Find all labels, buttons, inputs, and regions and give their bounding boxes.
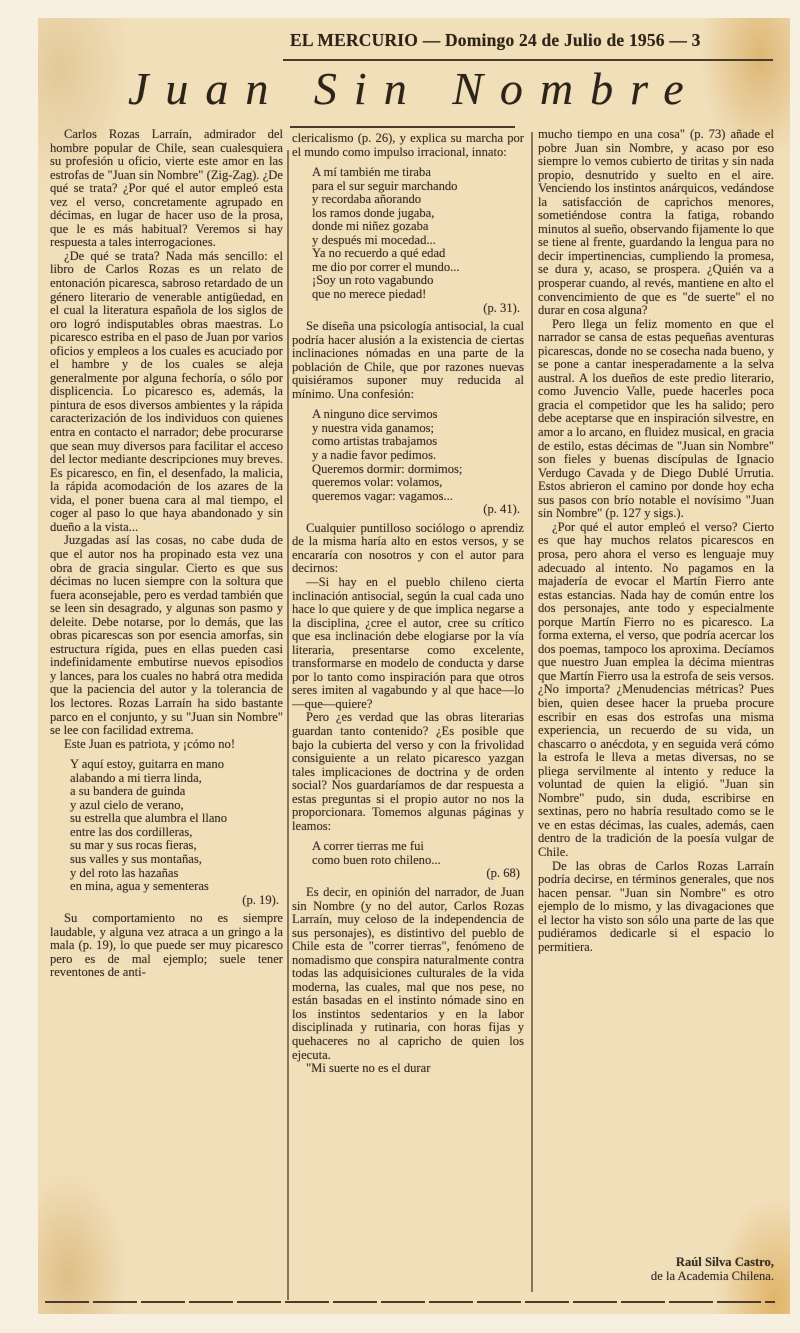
verse-quote — [292, 166, 524, 315]
verse-line: A correr tierras me fui — [312, 839, 424, 854]
verse-line: Ya no recuerdo a qué edad — [312, 246, 446, 261]
page-reference: (p. 31). — [483, 300, 520, 315]
article-paragraph: "Mi suerte no es el durar — [306, 1061, 431, 1076]
author-name: Raúl Silva Castro, — [675, 1255, 774, 1269]
verse-line: ¡Soy un roto vagabundo — [312, 273, 434, 288]
verse-line: y nuestra vida ganamos; — [312, 420, 435, 435]
article-paragraph: ¿De qué se trata? Nada más sencillo: el libro de Carlos Rozas es un relato de entonación picaresca, sabroso retardado de un género literario de venerable antigüedad, en el cual la literatura española de los siglos de oro logró indisputables obras maestras. Lo picaresco estriba en el paso de Juan por varios oficios y empleos a los cuales es acuciado por el hambre y de los cuales se aleja generalmente por alguna fechoría, o sólo por displicencia. Lo picaresco es, además, la pintura de esos diversos ambientes y la rápida caracterización de los individuos con quienes entra en contacto el narrador; debe procurarse que sean muy diversos para facilitar el acceso del lector mediante descripciones muy breves. Es picaresco, en fin, el desenfado, la malicia, la rápida acomodación de los azares de la vida, el poner buena cara al mal tiempo, el coger al paso lo que haya abandonado y sin dueño a la vista... — [50, 248, 283, 534]
author-affiliation: de la Academia Chilena. — [650, 1269, 774, 1283]
verse-line: Queremos dormir: dormimos; — [312, 461, 463, 476]
verse-line: queremos volar: volamos, — [312, 475, 443, 490]
article-paragraph: —Si hay en el pueblo chileno cierta inclinación antisocial, según la cual cada uno hace lo que quiere y de que implica negarse a la disciplina, ¿cree el autor, cree su crítico que esa inclinación debe elogiarse por la vía literaria, presentarse como excelente, transformarse en modelo de conducta y darse por lo tanto como inspiración para que otros seres imiten al vagabundo y al que hace—lo—que—quiere? — [292, 574, 524, 711]
verse-line: que no merece piedad! — [312, 287, 427, 302]
verse-line: queremos vagar: vagamos... — [312, 488, 453, 503]
verse-line: y del roto las hazañas — [70, 865, 179, 880]
title-rule — [290, 126, 515, 128]
verse-line: y a nadie favor pedimos. — [312, 448, 437, 463]
verse-quote — [50, 758, 283, 907]
verse-line: alabando a mi tierra linda, — [70, 770, 202, 785]
masthead-rule — [283, 59, 773, 61]
article-column-3 — [538, 128, 774, 1253]
article-column-2 — [292, 132, 524, 1292]
article-paragraph: Su comportamiento no es siempre laudable, y alguna vez atraca a un gringo a la mala (p. 19), lo que puede ser muy picaresco pero es de mal ejemplo; suele tener reventones de anti- — [50, 911, 283, 980]
author-signature — [560, 1255, 774, 1283]
verse-line: A ninguno dice servimos — [312, 407, 438, 422]
verse-line: su mar y sus rocas fieras, — [70, 838, 197, 853]
article-paragraph: Es decir, en opinión del narrador, de Juan sin Nombre (y no del autor, Carlos Rozas Larraín, muy celoso de la independencia de sus personajes), es distintivo del pueblo de Chile esta de "correr tierras", fenómeno de nomadismo que conspira naturalmente contra todas las adquisiciones culturales de la vida moderna, las cuales, mal que nos pese, no están basadas en el instinto nómade sino en los instintos sedentarios y en la labor disciplinada y rutinaria, con horas fijas y quehaceres no al capricho de quien los ejecuta. — [292, 884, 524, 1062]
article-paragraph: Pero ¿es verdad que las obras literarias guardan tanto contenido? ¿Es posible que bajo la cubierta del verso y con la frivolidad consiguiente a un relato picaresco yazgan tales implicaciones de doctrina y de orden social? Nos guardaríamos de dar respuesta a estas preguntas si el propio autor no nos la proporcionara. Tomemos algunas páginas y leamos: — [292, 710, 524, 833]
verse-line: sus valles y sus montañas, — [70, 851, 202, 866]
verse-line: a su bandera de guinda — [70, 784, 186, 799]
article-paragraph: clericalismo (p. 26), y explica su marcha por el mundo como impulso irracional, innato: — [292, 132, 524, 159]
article-paragraph: mucho tiempo en una cosa" (p. 73) añade el pobre Juan sin Nombre, y acaso por eso siempre lo vemos cubierto de tiritas y sin nada propio, desnutrido y suelto en el aire. Venciendo los instintos anárquicos, vedándose la satisfacción de caprichos menores, sometiéndose contra la fatiga, robando minutos al sueño, observando fijamente lo que se tiene al frente, guardando la lengua para no decir impertinencias, cumpliendo la promesa, se dura y, acaso, se prospera. ¿Quién va a prosperar cuando, al revés, mantiene en alto el convencimiento de que es "de suerte" el no durar en cosa alguna? — [538, 128, 774, 318]
article-column-1 — [50, 128, 283, 1298]
verse-line: para el sur seguir marchando — [312, 178, 458, 193]
bottom-rule — [45, 1301, 775, 1303]
verse-line: y recordaba añorando — [312, 192, 422, 207]
verse-line: y azul cielo de verano, — [70, 797, 184, 812]
article-paragraph: Carlos Rozas Larraín, admirador del hombre popular de Chile, sean cualesquiera su profesión u oficio, vierte este amor en las estrofas de "Juan sin Nombre" (Zig-Zag). ¿De qué se trata? ¿Por qué el autor empleó esta vez el verso, concretamente agrupado en décimas, en lugar de hacer uso de la prosa, que le es más habitual? Veremos si hay respuesta a tales interrogaciones. — [50, 128, 283, 250]
page-reference: (p. 68) — [486, 866, 520, 881]
article-title: Juan Sin Nombre — [128, 63, 701, 114]
article-paragraph: ¿Por qué el autor empleó el verso? Cierto es que hay muchos relatos picarescos en prosa, pero ahora el verso es lenguaje muy adecuado al intento. No pagamos en la majadería de evocar el Martín Fierro ante estas estancias. Nada hay de común entre los dos personajes, ante todo y especialmente porque Martín Fierro no es picaresco. La forma externa, el verso, que podría acercar los dos poemas, tampoco los aproxima. Decíamos que nuestro Juan emplea la décima mientras que Martín Fierro usa la estrofa de seis versos. ¿No importa? ¿Menudencias métricas? Pues bien, quien desee hacer la prueba procure escribir en esas dos estrofas una misma experiencia, un recuerdo de su vida, un chascarro o anécdota, y en seguida verá cómo la estrofa le lleva a metas diversas, no se pliega servilmente al intento y reduce la voluntad de quien la eligió. "Juan sin Nombre" pudo, sin duda, escribirse en sextinas, pero no habría resultado como se le ve en estas décimas, las cuales, además, caen dentro de la tradición de la poesía vulgar de Chile. — [538, 519, 774, 859]
column-divider — [531, 132, 533, 1292]
page-reference: (p. 41). — [483, 502, 520, 517]
newspaper-masthead: EL MERCURIO — Domingo 24 de Julio de 1956 — 3 — [290, 30, 701, 50]
verse-line: los ramos donde jugaba, — [312, 205, 435, 220]
verse-line: Y aquí estoy, guitarra en mano — [70, 757, 224, 772]
verse-line: donde mi niñez gozaba — [312, 219, 429, 234]
column-divider — [287, 150, 289, 1300]
verse-line: como buen roto chileno... — [312, 852, 441, 867]
verse-line: A mí también me tiraba — [312, 165, 431, 180]
verse-line: y después mi mocedad... — [312, 232, 436, 247]
article-paragraph: Se diseña una psicología antisocial, la cual podría hacer alusión a la existencia de ciertas inclinaciones nómadas en una parte de la población de Chile, que por razones nuevas quisiéramos suponer muy reducida al mínimo. Una confesión: — [292, 319, 524, 401]
verse-quote — [292, 840, 524, 881]
article-paragraph: De las obras de Carlos Rozas Larraín podría decirse, en términos generales, que nos hacen pensar. "Juan sin Nombre" es otro ejemplo de lo mismo, y las divagaciones que el lector ha visto son sólo una parte de las que pudiéramos dedicarle si el espacio lo permitiera. — [538, 858, 774, 954]
verse-line: su estrella que alumbra el llano — [70, 811, 228, 826]
verse-line: entre las dos cordilleras, — [70, 824, 193, 839]
verse-quote — [292, 408, 524, 516]
article-paragraph: Pero llega un feliz momento en que el narrador se cansa de estas pequeñas aventuras picarescas, donde no se cosecha nada bueno, y se pone a cantar inesperadamente a la selva austral. A los dueños de este predio literario, como Juvencio Valle, puede hacerles poca gracia el competidor que les ha salido; pero debe aceptarse que en inspiración silvestre, en amor a lo arcano, en fluidez musical, en gracia de estilo, estas décimas de "Juan sin Nombre" son fieles y buenas discípulas de Ignacio Verdugo Cavada y de Diego Dublé Urrutia. Estos abrieron el camino por donde hoy echa sus pasos con brío notable el novísimo "Juan sin Nombre" (p. 127 y sigs.). — [538, 316, 774, 521]
verse-line: me dio por correr el mundo... — [312, 259, 460, 274]
article-paragraph: Este Juan es patriota, y ¡cómo no! — [64, 736, 236, 751]
page-reference: (p. 19). — [242, 892, 279, 907]
article-paragraph: Cualquier puntilloso sociólogo o aprendiz de la misma haría alto en estos versos, y se encararía con nosotros y con el autor para decirnos: — [292, 520, 524, 576]
verse-line: en mina, agua y sementeras — [70, 879, 209, 894]
verse-line: como artistas trabajamos — [312, 434, 438, 449]
article-paragraph: Juzgadas así las cosas, no cabe duda de que el autor nos ha propinado esta vez una obra de gracia singular. Cierto es que sus décimas no lucen siempre con la soltura que fuera aconsejable, pero es verdad también que se leen sin desagrado, y algunas son pasmo y deleite. Debe notarse, por lo demás, que las obras picarescas son por esencia amorfas, sin estructura rígida, pues en ellas pueden casi indefinidamente embutirse nuevos episodios y lances, para los cuales no habrá otra medida que la paciencia del autor y la tolerancia de los lectores. Rozas Larraín ha sido bastante parco en el conjunto, y su "Juan sin Nombre" se lee con facilidad extrema. — [50, 533, 283, 738]
